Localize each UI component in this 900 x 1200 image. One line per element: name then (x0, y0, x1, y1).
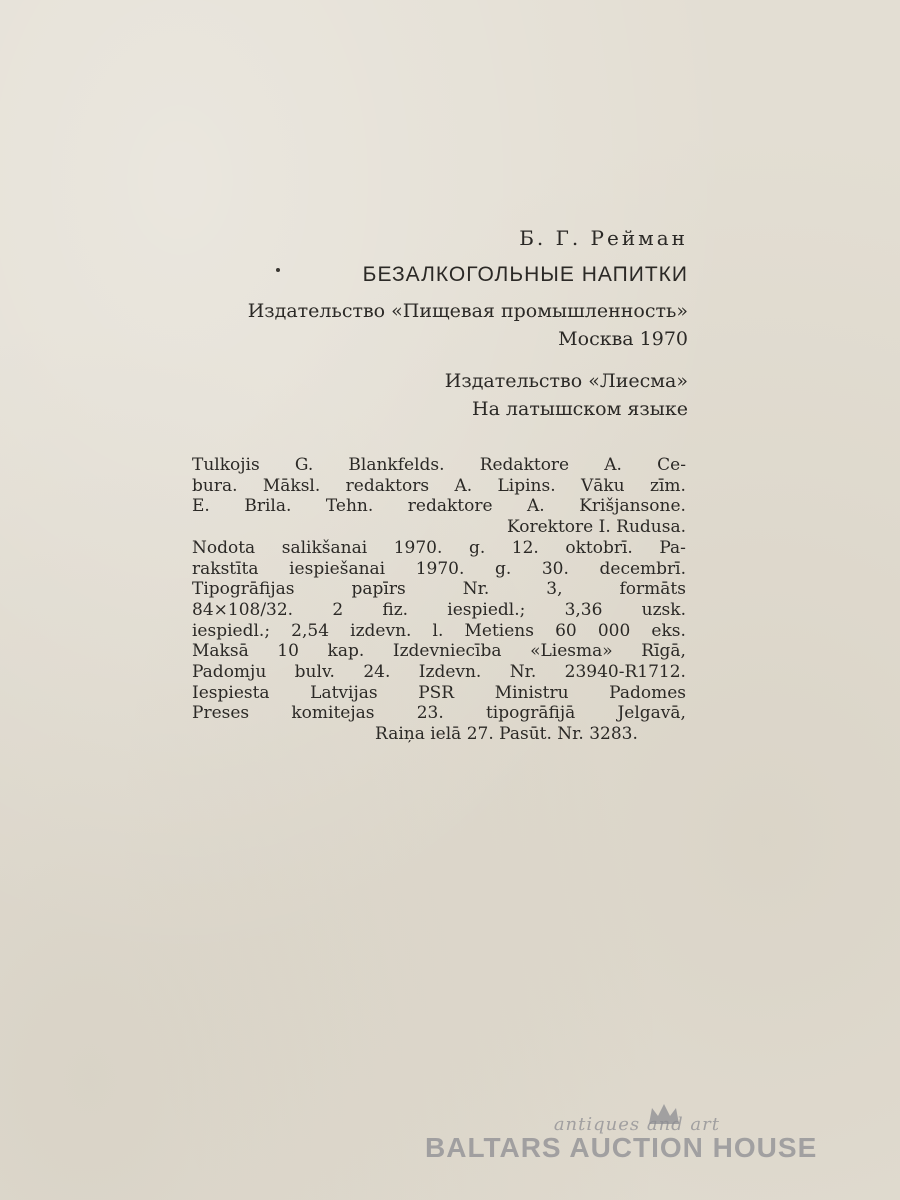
publisher-original: Издательство «Пищевая промышленность» (247, 300, 688, 322)
imprint-line (192, 579, 686, 600)
imprint-line (192, 703, 686, 724)
author-name: Б. Г. Рейман (519, 226, 688, 250)
imprint-line (192, 559, 686, 580)
title-block (180, 228, 688, 428)
imprint-line-text: Padomju bulv. 24. Izdevn. Nr. 23940-R1712. (192, 662, 686, 683)
publisher-translation: Издательство «Лиесма» (444, 370, 688, 392)
watermark-tagline: antiques and art (553, 1114, 720, 1135)
imprint-line-text: rakstīta iespiešanai 1970. g. 30. decembrī. (192, 558, 686, 579)
imprint-line-text: Raiņa ielā 27. Pasūt. Nr. 3283. (375, 724, 638, 745)
imprint-line (192, 538, 686, 559)
city-year: Москва 1970 (558, 328, 688, 350)
language-note: На латышском языке (472, 398, 688, 420)
imprint-line-text: E. Brila. Tehn. redaktore A. Krišjansone. (192, 496, 686, 517)
watermark-name: BALTARS AUCTION HOUSE (425, 1132, 818, 1163)
imprint-line (192, 621, 686, 642)
imprint-line-text: iespiedl.; 2,54 izdevn. l. Metiens 60 000 eks. (192, 620, 686, 641)
imprint-line (192, 600, 686, 621)
imprint-line (192, 662, 686, 683)
book-title: БЕЗАЛКОГОЛЬНЫЕ НАПИТКИ (362, 263, 688, 286)
imprint-line-text: Korektore I. Rudusa. (507, 517, 686, 538)
imprint-line-text: Nodota salikšanai 1970. g. 12. oktobrī. Pa- (192, 537, 686, 558)
imprint-line (192, 517, 686, 538)
imprint-line-text: Tipogrāfijas papīrs Nr. 3, formāts (192, 579, 686, 600)
imprint-line-text: Maksā 10 kap. Izdevniecība «Liesma» Rīgā, (192, 641, 686, 662)
imprint-line-text: 84×108/32. 2 fiz. iespiedl.; 3,36 uzsk. (192, 599, 686, 620)
imprint-line (192, 683, 686, 704)
imprint-line-text: bura. Māksl. redaktors A. Lipins. Vāku zīm. (192, 475, 686, 496)
imprint-line-text: Iespiesta Latvijas PSR Ministru Padomes (192, 682, 686, 703)
imprint-line (192, 641, 686, 662)
imprint-line (192, 455, 686, 476)
imprint-line (192, 496, 686, 517)
imprint-line (192, 724, 686, 745)
auction-house-watermark (425, 1110, 820, 1170)
imprint-line (192, 476, 686, 497)
imprint-line-text: Preses komitejas 23. tipogrāfijā Jelgavā, (192, 703, 686, 724)
imprint-line-text: Tulkojis G. Blankfelds. Redaktore A. Ce- (192, 455, 686, 475)
imprint-block (192, 455, 686, 745)
